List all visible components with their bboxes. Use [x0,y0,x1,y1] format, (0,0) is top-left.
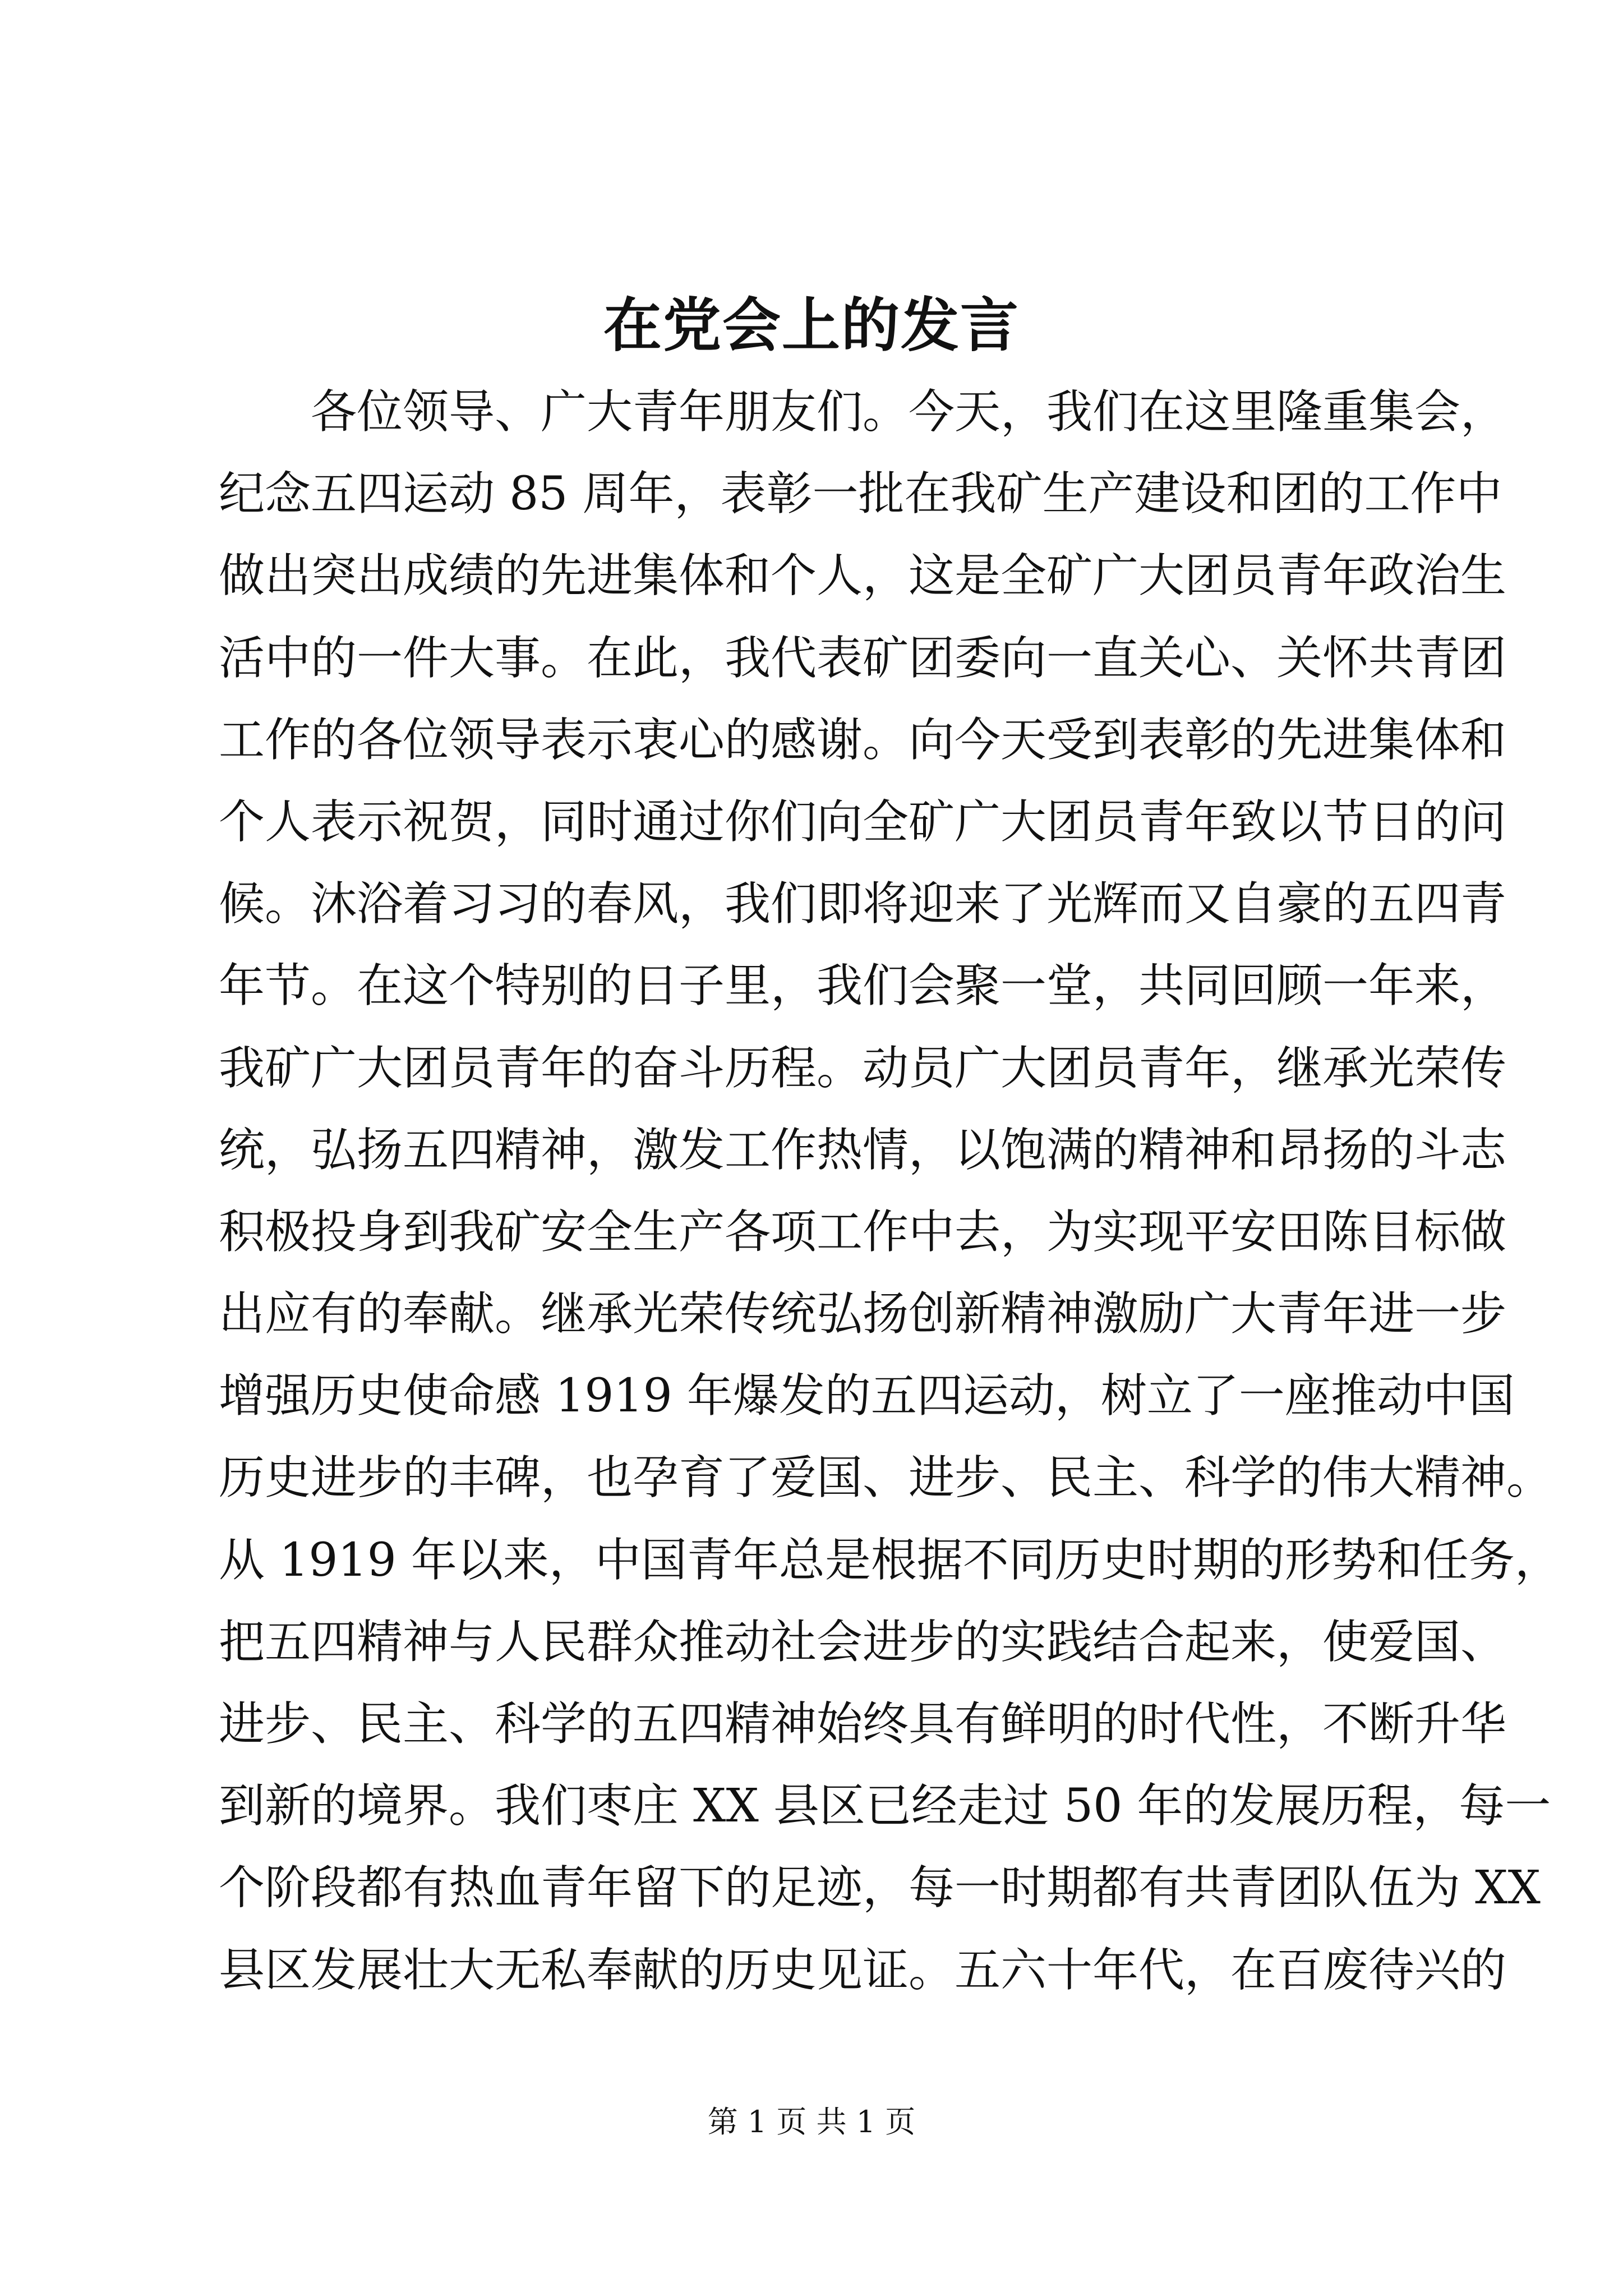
body-line: 个人表示祝贺，同时通过你们向全矿广大团员青年致以节日的问 [219,795,1507,849]
document-title: 在党会上的发言 [603,291,1020,360]
body-line: 候。沐浴着习习的春风，我们即将迎来了光辉而又自豪的五四青 [219,877,1507,931]
body-line: 出应有的奉献。继承光荣传统弘扬创新精神激励广大青年进一步 [219,1287,1507,1341]
body-line: 到新的境界。我们枣庄 XX 县区已经走过 50 年的发展历程，每一 [219,1779,1551,1833]
body-line: 做出突出成绩的先进集体和个人，这是全矿广大团员青年政治生 [219,549,1507,603]
body-line: 我矿广大团员青年的奋斗历程。动员广大团员青年，继承光荣传 [219,1041,1507,1095]
body-line: 增强历史使命感 1919 年爆发的五四运动，树立了一座推动中国 [219,1369,1515,1423]
body-line: 积极投身到我矿安全生产各项工作中去，为实现平安田陈目标做 [219,1205,1507,1259]
body-line: 活中的一件大事。在此，我代表矿团委向一直关心、关怀共青团 [219,631,1507,685]
body-line: 进步、民主、科学的五四精神始终具有鲜明的时代性，不断升华 [219,1697,1507,1751]
body-line: 从 1919 年以来，中国青年总是根据不同历史时期的形势和任务， [219,1533,1561,1587]
document-body [219,371,1561,2012]
body-line: 把五四精神与人民群众推动社会进步的实践结合起来，使爱国、 [219,1615,1507,1669]
body-line: 工作的各位领导表示衷心的感谢。向今天受到表彰的先进集体和 [219,713,1507,767]
body-line: 个阶段都有热血青年留下的足迹，每一时期都有共青团队伍为 XX [219,1861,1541,1915]
body-line: 县区发展壮大无私奉献的历史见证。五六十年代，在百废待兴的 [219,1943,1507,1997]
body-line: 纪念五四运动 85 周年，表彰一批在我矿生产建设和团的工作中 [219,467,1502,521]
page-footer: 第 1 页 共 1 页 [707,2104,916,2139]
body-line: 统，弘扬五四精神，激发工作热情，以饱满的精神和昂扬的斗志 [219,1123,1507,1177]
body-line: 年节。在这个特别的日子里，我们会聚一堂，共同回顾一年来， [219,959,1507,1013]
body-line: 各位领导、广大青年朋友们。今天，我们在这里隆重集会， [311,385,1507,439]
body-line: 历史进步的丰碑，也孕育了爱国、进步、民主、科学的伟大精神。 [219,1451,1553,1505]
